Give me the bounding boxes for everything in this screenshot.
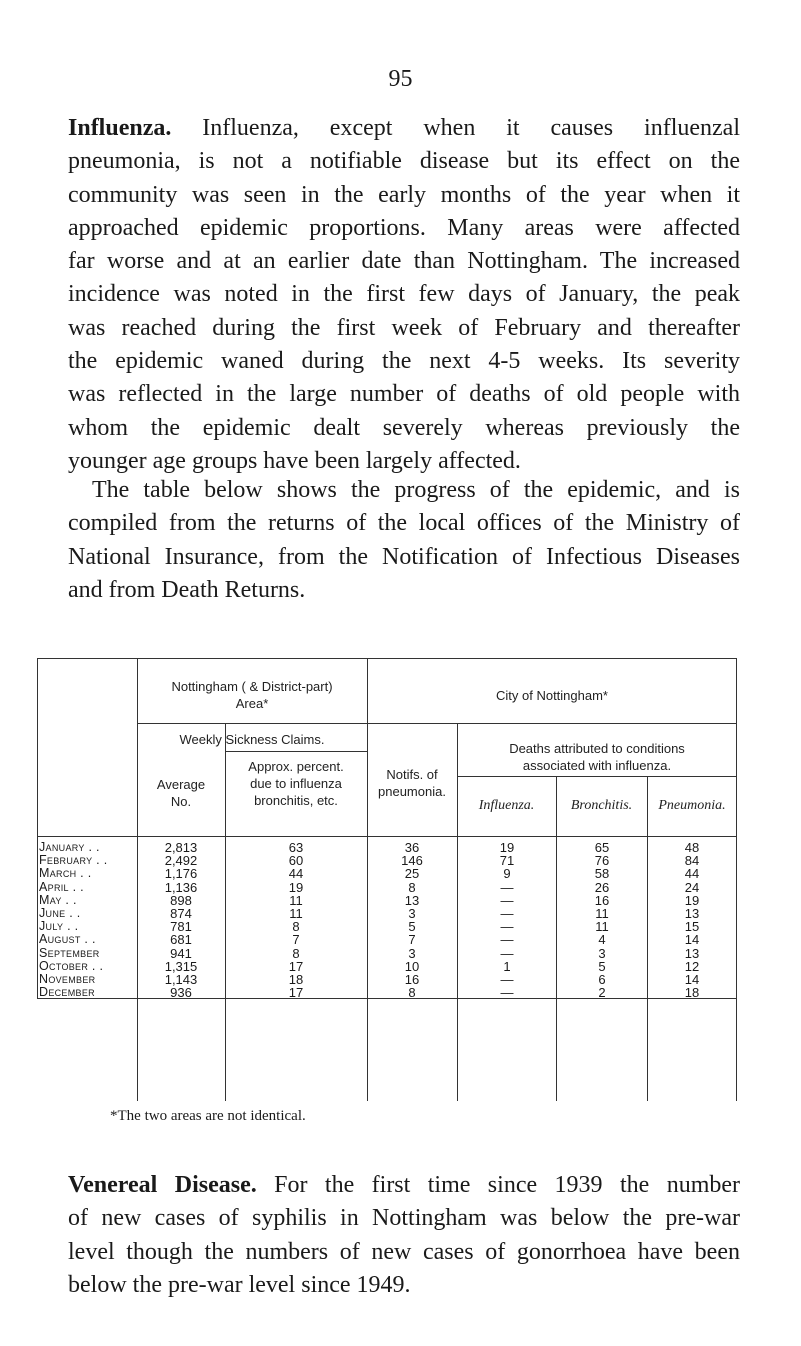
table-cell-percent: 8 — [292, 945, 300, 961]
table-cell-influenza: — — [500, 932, 514, 948]
table-cell-average: 936 — [170, 985, 192, 1001]
col-deaths-header: Deaths attributed to conditions associated with influenza. — [509, 741, 685, 773]
table-cell-bronchitis: 76 — [594, 853, 610, 869]
table-cell-notifs: 13 — [404, 892, 420, 908]
table-cell-influenza: — — [500, 879, 514, 895]
paragraph-line: National Insurance, from the Notification of Infectious Diseases — [68, 543, 740, 570]
table-row-month: August . . — [39, 932, 96, 947]
page-number: 95 — [388, 66, 413, 92]
paragraph-line: compiled from the returns of the local offices of the Ministry of — [68, 510, 740, 537]
table-cell-influenza: 71 — [499, 853, 515, 869]
table-cell-average: 941 — [170, 945, 192, 961]
table-cell-influenza: 9 — [503, 866, 511, 882]
table-row-month: March . . — [39, 866, 92, 881]
table-cell-pneumonia: 14 — [684, 972, 700, 987]
table-cell-percent: 18 — [288, 972, 304, 987]
col-pneumonia-header: Pneumonia. — [658, 798, 726, 813]
table-row-month: January . . — [39, 840, 100, 854]
group-nottingham-area: Nottingham ( & District-part) Area* — [171, 679, 333, 711]
paragraph-line: pneumonia, is not a notifiable disease but its effect on the — [68, 148, 740, 175]
col-average-header: Average No. — [156, 777, 206, 809]
table-cell-average: 2,813 — [164, 840, 198, 855]
venereal-heading: Venereal Disease. — [68, 1172, 257, 1198]
col-bronchitis-header: Bronchitis. — [570, 798, 633, 813]
table-row-month: June . . — [39, 906, 81, 920]
influenza-table — [37, 658, 737, 1101]
table-cell-notifs: 3 — [408, 945, 416, 961]
table-cell-influenza: 19 — [499, 840, 515, 855]
paragraph-line: Influenza. Influenza, except when it causes influenzal — [68, 115, 740, 141]
table-cell-percent: 8 — [292, 919, 300, 935]
table-row-month: October . . — [39, 958, 104, 973]
table-cell-pneumonia: 24 — [684, 879, 700, 895]
table-cell-influenza: — — [500, 892, 514, 908]
table-cell-pneumonia: 18 — [684, 985, 700, 1001]
table-cell-percent: 63 — [288, 840, 304, 855]
table-row-month: September — [39, 945, 100, 960]
table-cell-notifs: 5 — [408, 919, 416, 935]
table-cell-pneumonia: 48 — [684, 840, 700, 855]
table-cell-influenza: — — [500, 919, 514, 935]
table-row-month: November — [39, 972, 96, 986]
venereal-paragraph — [68, 1169, 740, 1302]
table-cell-percent: 11 — [289, 892, 303, 908]
table-cell-average: 2,492 — [164, 853, 198, 869]
table-cell-pneumonia: 15 — [684, 919, 700, 935]
table-cell-bronchitis: 16 — [594, 892, 610, 908]
paragraph-line: The table below shows the progress of the epidemic, and is — [92, 477, 740, 503]
table-cell-pneumonia: 12 — [684, 958, 700, 974]
table-row-month: July . . — [39, 919, 79, 934]
table-cell-notifs: 7 — [408, 932, 416, 948]
paragraph-line: approached epidemic proportions. Many areas were affected — [68, 214, 740, 241]
paragraph-line: Venereal Disease. For the first time since 1939 the number — [68, 1172, 741, 1198]
table-row-month: December — [39, 985, 95, 1000]
table-cell-influenza: 1 — [503, 958, 511, 974]
table-cell-percent: 17 — [288, 985, 304, 1001]
table-cell-average: 681 — [170, 932, 192, 948]
table-cell-influenza: — — [500, 906, 514, 921]
table-cell-percent: 60 — [288, 853, 304, 869]
table-cell-percent: 44 — [288, 866, 304, 882]
table-cell-pneumonia: 44 — [684, 866, 700, 882]
table-cell-notifs: 8 — [408, 879, 416, 895]
paragraph-line: of new cases of syphilis in Nottingham was below the pre-war — [68, 1205, 740, 1232]
table-cell-pneumonia: 19 — [684, 892, 700, 908]
table-cell-bronchitis: 3 — [598, 945, 606, 961]
influenza-paragraph — [68, 112, 740, 478]
table-cell-average: 898 — [170, 892, 192, 908]
table-cell-notifs: 25 — [404, 866, 420, 882]
table-cell-bronchitis: 2 — [598, 985, 606, 1001]
table-cell-pneumonia: 13 — [684, 906, 700, 921]
table-cell-average: 874 — [170, 906, 192, 921]
table-cell-notifs: 36 — [404, 840, 420, 855]
table-cell-notifs: 8 — [408, 985, 416, 1001]
table-cell-pneumonia: 13 — [684, 945, 700, 961]
table-cell-average: 1,176 — [164, 866, 198, 882]
paragraph-line: and from Death Returns. — [68, 576, 306, 603]
table-cell-bronchitis: 26 — [594, 879, 610, 895]
table-cell-influenza: — — [500, 972, 514, 987]
table-cell-bronchitis: 11 — [595, 906, 609, 921]
table-cell-bronchitis: 5 — [598, 958, 606, 974]
influenza-heading: Influenza. — [68, 115, 172, 141]
table-cell-bronchitis: 4 — [598, 932, 606, 948]
table-cell-average: 1,143 — [164, 972, 198, 987]
table-cell-notifs: 146 — [401, 853, 423, 869]
table-cell-percent: 17 — [288, 958, 304, 974]
paragraph-line: younger age groups have been largely affected. — [68, 447, 521, 474]
paragraph-line: was reached during the first week of February and thereafter — [68, 314, 740, 341]
table-cell-average: 781 — [170, 919, 192, 935]
table-cell-notifs: 16 — [404, 972, 420, 987]
table-cell-influenza: — — [500, 985, 514, 1001]
table-cell-percent: 11 — [289, 906, 303, 921]
col-percent-header: Approx. percent. due to influenza bronchitis, etc. — [248, 759, 344, 808]
paragraph-line: the epidemic waned during the next 4-5 weeks. Its severity — [68, 348, 740, 375]
table-cell-influenza: — — [500, 945, 514, 961]
paragraph-line: was reflected in the large number of deaths of old people with — [68, 381, 740, 408]
table-cell-pneumonia: 84 — [684, 853, 700, 869]
table-cell-bronchitis: 65 — [594, 840, 610, 855]
paragraph-line: community was seen in the early months of the year when it — [68, 181, 740, 208]
paragraph-line: incidence was noted in the first few days of January, the peak — [68, 281, 740, 308]
table-row-month: February . . — [39, 853, 108, 868]
table-row-month: May . . — [39, 892, 77, 907]
table-intro-paragraph — [68, 474, 740, 607]
table-cell-percent: 7 — [292, 932, 300, 948]
table-cell-percent: 19 — [288, 879, 304, 895]
col-notifs-header: Notifs. of pneumonia. — [378, 767, 446, 799]
table-cell-pneumonia: 14 — [684, 932, 700, 948]
group-city: City of Nottingham* — [496, 688, 608, 703]
table-cell-bronchitis: 11 — [595, 919, 609, 935]
table-cell-notifs: 3 — [408, 906, 416, 921]
paragraph-line: below the pre-war level since 1949. — [68, 1271, 411, 1298]
table-cell-bronchitis: 6 — [598, 972, 606, 987]
table-row-month: April . . — [39, 879, 84, 894]
table-cell-bronchitis: 58 — [594, 866, 610, 882]
table-cell-notifs: 10 — [404, 958, 420, 974]
table-footnote: *The two areas are not identical. — [110, 1108, 306, 1124]
paragraph-line: level though the numbers of new cases of gonorrhoea have been — [68, 1238, 740, 1265]
table-cell-average: 1,136 — [164, 879, 198, 895]
table-cell-average: 1,315 — [164, 958, 198, 974]
weekly-claims-header: Weekly Sickness Claims. — [179, 732, 325, 747]
col-influenza-header: Influenza. — [478, 798, 535, 813]
paragraph-line: whom the epidemic dealt severely whereas previously the — [68, 414, 740, 441]
paragraph-line: far worse and at an earlier date than Nottingham. The increased — [68, 248, 740, 275]
